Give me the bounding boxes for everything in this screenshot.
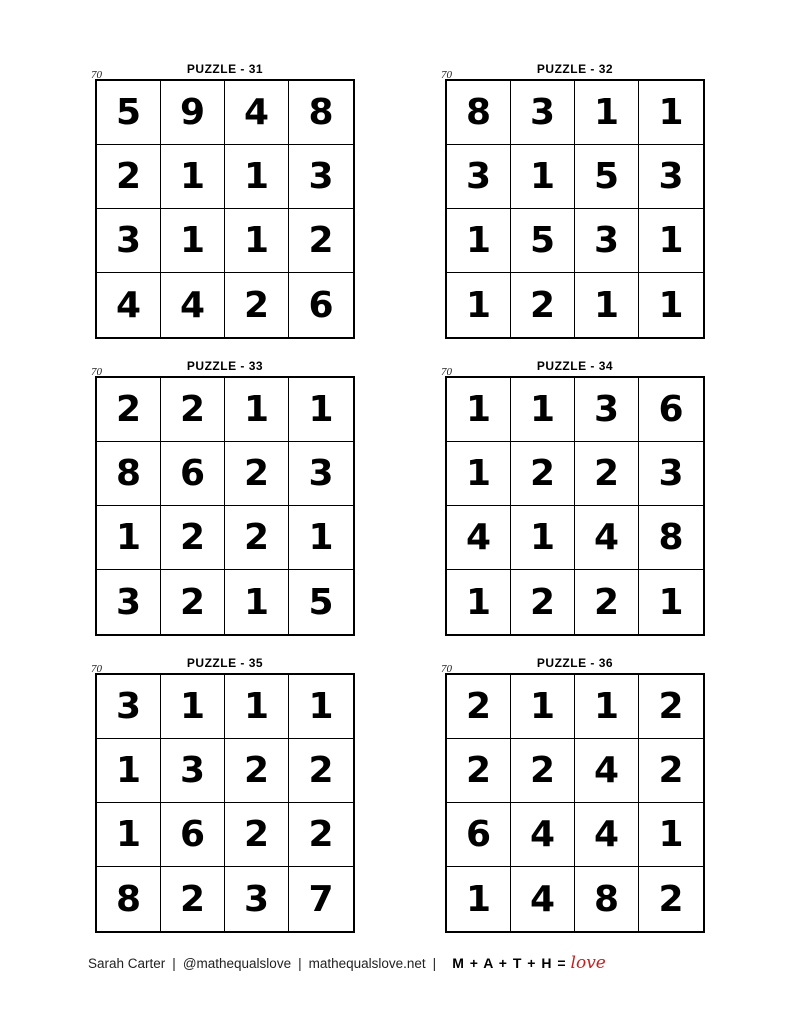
puzzle-title: PUZZLE - 31: [186, 62, 264, 76]
grid-cell: 1: [225, 378, 289, 442]
footer: [88, 952, 606, 974]
grid-cell: 3: [575, 378, 639, 442]
grid-cell: 1: [97, 506, 161, 570]
grid-cell: 2: [161, 378, 225, 442]
grid-cell: 1: [447, 867, 511, 931]
puzzle-card: [441, 62, 705, 332]
puzzle-card: [91, 62, 355, 332]
grid-cell: 4: [511, 803, 575, 867]
puzzle-title: PUZZLE - 32: [536, 62, 614, 76]
grid-cell: 4: [97, 273, 161, 337]
author-name: Sarah Carter: [88, 955, 166, 971]
grid-cell: 2: [225, 442, 289, 506]
grid-cell: 6: [639, 378, 703, 442]
puzzle-title: PUZZLE - 35: [186, 656, 264, 670]
puzzle-title: PUZZLE - 34: [536, 359, 614, 373]
grid-cell: 1: [639, 209, 703, 273]
target-number: 70: [91, 366, 102, 378]
grid-cell: 4: [575, 739, 639, 803]
grid-cell: 2: [575, 442, 639, 506]
grid-cell: 1: [289, 378, 353, 442]
puzzle-card: [441, 359, 705, 629]
grid-cell: 1: [658, 284, 684, 326]
grid-cell: 1: [658, 581, 684, 623]
grid-cell: 5: [97, 81, 161, 145]
grid-cell: 8: [639, 506, 703, 570]
grid-cell: 2: [639, 675, 703, 739]
grid-cell: 6: [447, 803, 511, 867]
grid-cell: 1: [575, 675, 639, 739]
puzzle-grid: [95, 673, 355, 933]
grid-cell: 1: [225, 675, 289, 739]
grid-cell: 3: [289, 442, 353, 506]
footer-separator: |: [298, 955, 302, 971]
grid-cell: 4: [447, 506, 511, 570]
grid-cell: 3: [639, 442, 703, 506]
puzzle-card: [441, 656, 705, 926]
grid-cell: 4: [161, 273, 225, 337]
grid-cell: 9: [161, 81, 225, 145]
grid-cell: 1: [289, 675, 353, 739]
grid-cell: 1: [447, 378, 511, 442]
logo-love-script: love: [570, 953, 606, 973]
grid-cell: 2: [289, 209, 353, 273]
grid-cell: 2: [161, 570, 225, 634]
grid-cell: 1: [639, 81, 703, 145]
puzzle-grid: [445, 376, 705, 636]
grid-cell: 2: [639, 739, 703, 803]
grid-cell: 3: [225, 867, 289, 931]
grid-cell: 2: [161, 506, 225, 570]
grid-cell: 1: [639, 803, 703, 867]
grid-cell: 1: [289, 506, 353, 570]
grid-cell: 1: [447, 442, 511, 506]
grid-cell: 8: [97, 442, 161, 506]
grid-cell: 2: [161, 867, 225, 931]
grid-cell: 2: [97, 145, 161, 209]
grid-cell: 2: [658, 878, 684, 920]
grid-cell: 1: [161, 145, 225, 209]
grid-cell: 1: [511, 506, 575, 570]
grid-cell: 8: [575, 867, 639, 931]
target-number: 70: [91, 69, 102, 81]
grid-cell: 1: [511, 675, 575, 739]
footer-separator: |: [172, 955, 176, 971]
grid-cell: 1: [447, 209, 511, 273]
target-number: 70: [441, 69, 452, 81]
grid-cell: 1: [97, 803, 161, 867]
footer-separator: |: [432, 955, 437, 971]
target-number: 70: [441, 366, 452, 378]
grid-cell: 1: [575, 81, 639, 145]
grid-cell: 1: [447, 273, 511, 337]
grid-cell: 4: [575, 506, 639, 570]
grid-cell: 4: [511, 867, 575, 931]
social-handle: @mathequalslove: [182, 955, 292, 971]
grid-cell: 2: [511, 442, 575, 506]
grid-cell: 1: [225, 570, 289, 634]
grid-cell: 1: [575, 273, 639, 337]
grid-cell: 2: [289, 803, 353, 867]
grid-cell: 8: [97, 867, 161, 931]
grid-cell: 1: [97, 739, 161, 803]
grid-cell: 4: [575, 803, 639, 867]
puzzle-title: PUZZLE - 33: [186, 359, 264, 373]
puzzle-title: PUZZLE - 36: [536, 656, 614, 670]
logo-text: M + A + T + H =: [452, 955, 567, 971]
grid-cell: 2: [225, 803, 289, 867]
puzzle-grid: [445, 79, 705, 339]
grid-cell: 5: [511, 209, 575, 273]
grid-cell: 1: [225, 145, 289, 209]
grid-cell: 3: [639, 145, 703, 209]
math-equals-love-logo: [452, 953, 606, 973]
grid-cell: 2: [447, 739, 511, 803]
grid-cell: 3: [511, 81, 575, 145]
grid-cell: 8: [289, 81, 353, 145]
grid-cell: 3: [447, 145, 511, 209]
grid-cell: 6: [161, 442, 225, 506]
grid-cell: 2: [97, 378, 161, 442]
grid-cell: 1: [511, 145, 575, 209]
grid-cell: 2: [575, 570, 639, 634]
grid-cell: 2: [289, 739, 353, 803]
grid-cell: 3: [575, 209, 639, 273]
puzzle-grid: [95, 376, 355, 636]
grid-cell: 1: [225, 209, 289, 273]
grid-cell: 3: [97, 675, 161, 739]
grid-cell: 2: [511, 570, 575, 634]
target-number: 70: [441, 663, 452, 675]
grid-cell: 5: [308, 581, 334, 623]
grid-cell: 2: [511, 739, 575, 803]
grid-cell: 3: [97, 570, 161, 634]
grid-cell: 1: [447, 570, 511, 634]
grid-cell: 1: [161, 675, 225, 739]
grid-cell: 2: [225, 273, 289, 337]
grid-cell: 2: [511, 273, 575, 337]
grid-cell: 1: [161, 209, 225, 273]
puzzle-card: [91, 656, 355, 926]
grid-cell: 8: [447, 81, 511, 145]
grid-cell: 5: [575, 145, 639, 209]
puzzle-grid: [445, 673, 705, 933]
grid-cell: 4: [225, 81, 289, 145]
puzzle-grid: [95, 79, 355, 339]
grid-cell: 2: [225, 506, 289, 570]
grid-cell: 2: [447, 675, 511, 739]
grid-cell: 1: [511, 378, 575, 442]
grid-cell: 2: [225, 739, 289, 803]
grid-cell: 6: [161, 803, 225, 867]
grid-cell: 3: [97, 209, 161, 273]
website-link[interactable]: mathequalslove.net: [308, 955, 426, 971]
grid-cell: 3: [289, 145, 353, 209]
grid-cell: 6: [308, 284, 334, 326]
puzzle-card: [91, 359, 355, 629]
target-number: 70: [91, 663, 102, 675]
grid-cell: 3: [161, 739, 225, 803]
grid-cell: 7: [308, 878, 334, 920]
